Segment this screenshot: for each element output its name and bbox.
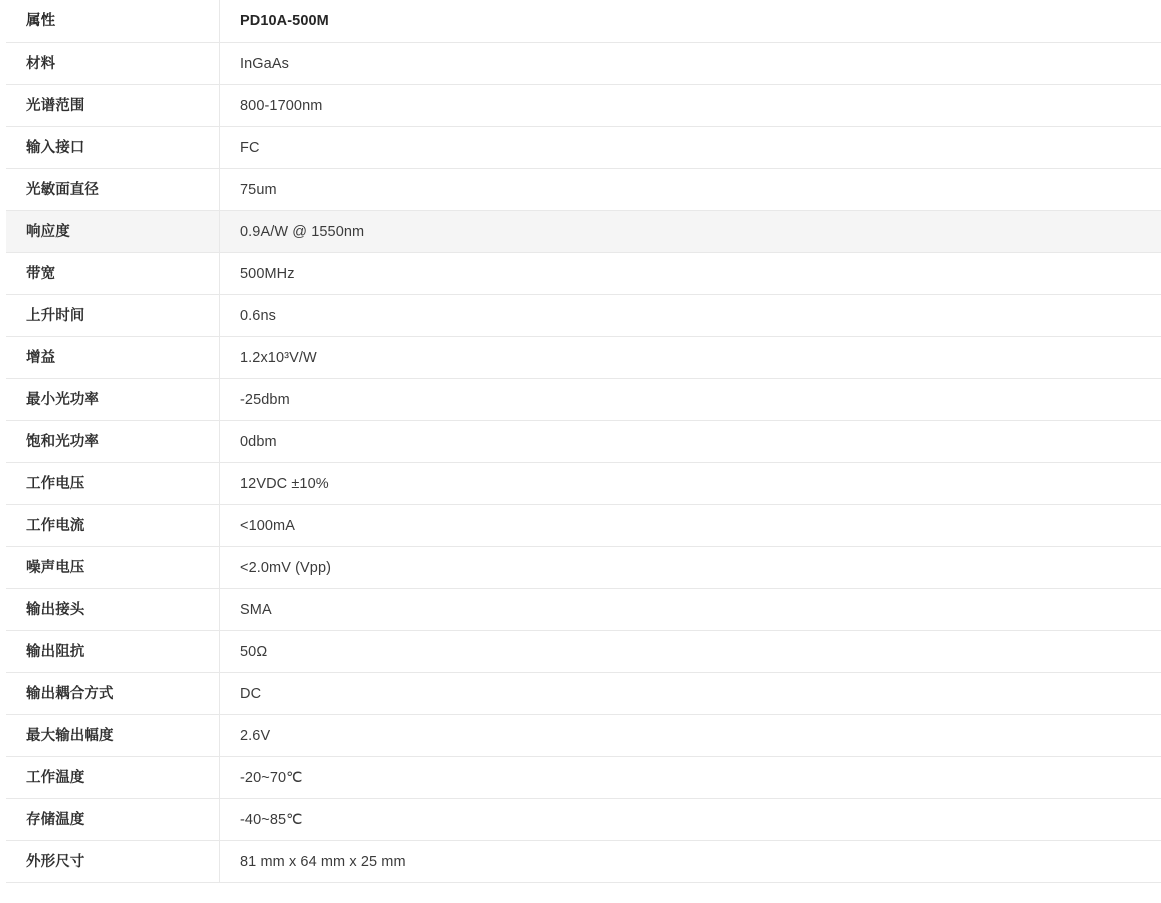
row-value: <100mA	[220, 505, 1161, 547]
table-row	[6, 295, 1161, 337]
row-value: InGaAs	[220, 43, 1161, 85]
row-value: 0.9A/W @ 1550nm	[220, 211, 1161, 253]
row-value: 0dbm	[220, 421, 1161, 463]
row-attribute-label: 带宽	[6, 253, 220, 295]
table-row	[6, 799, 1161, 841]
row-value: 0.6ns	[220, 295, 1161, 337]
row-attribute-label: 噪声电压	[6, 547, 220, 589]
column-header-value: PD10A-500M	[220, 0, 1161, 43]
row-attribute-label: 光敏面直径	[6, 169, 220, 211]
table-row	[6, 715, 1161, 757]
row-attribute-label: 存储温度	[6, 799, 220, 841]
table-body	[6, 0, 1161, 883]
row-attribute-label: 饱和光功率	[6, 421, 220, 463]
row-value: -40~85℃	[220, 799, 1161, 841]
row-value: 500MHz	[220, 253, 1161, 295]
specification-table	[6, 0, 1161, 883]
row-attribute-label: 最大输出幅度	[6, 715, 220, 757]
row-attribute-label: 工作电压	[6, 463, 220, 505]
row-attribute-label: 最小光功率	[6, 379, 220, 421]
table-row	[6, 127, 1161, 169]
row-value: 12VDC ±10%	[220, 463, 1161, 505]
table-row	[6, 169, 1161, 211]
table-row	[6, 547, 1161, 589]
row-value: 75um	[220, 169, 1161, 211]
row-value: SMA	[220, 589, 1161, 631]
row-value: -25dbm	[220, 379, 1161, 421]
table-header-row	[6, 0, 1161, 43]
row-attribute-label: 增益	[6, 337, 220, 379]
table-row	[6, 589, 1161, 631]
row-value: 81 mm x 64 mm x 25 mm	[220, 841, 1161, 883]
column-header-attribute: 属性	[6, 0, 220, 43]
table-row	[6, 463, 1161, 505]
row-value: FC	[220, 127, 1161, 169]
table-row	[6, 85, 1161, 127]
table-row	[6, 337, 1161, 379]
table-row	[6, 379, 1161, 421]
row-value: DC	[220, 673, 1161, 715]
row-value: 1.2x10³V/W	[220, 337, 1161, 379]
row-attribute-label: 光谱范围	[6, 85, 220, 127]
row-value: -20~70℃	[220, 757, 1161, 799]
row-attribute-label: 外形尺寸	[6, 841, 220, 883]
row-attribute-label: 材料	[6, 43, 220, 85]
table-row	[6, 211, 1161, 253]
table-row	[6, 43, 1161, 85]
table-row	[6, 673, 1161, 715]
table-row	[6, 631, 1161, 673]
row-attribute-label: 输出阻抗	[6, 631, 220, 673]
row-attribute-label: 输出耦合方式	[6, 673, 220, 715]
table-row	[6, 757, 1161, 799]
row-value: 50Ω	[220, 631, 1161, 673]
row-value: 2.6V	[220, 715, 1161, 757]
row-attribute-label: 上升时间	[6, 295, 220, 337]
row-value: 800-1700nm	[220, 85, 1161, 127]
row-attribute-label: 输出接头	[6, 589, 220, 631]
row-value: <2.0mV (Vpp)	[220, 547, 1161, 589]
row-attribute-label: 输入接口	[6, 127, 220, 169]
table-row	[6, 505, 1161, 547]
row-attribute-label: 工作温度	[6, 757, 220, 799]
table-row	[6, 253, 1161, 295]
table-row	[6, 421, 1161, 463]
row-attribute-label: 响应度	[6, 211, 220, 253]
table-row	[6, 841, 1161, 883]
row-attribute-label: 工作电流	[6, 505, 220, 547]
